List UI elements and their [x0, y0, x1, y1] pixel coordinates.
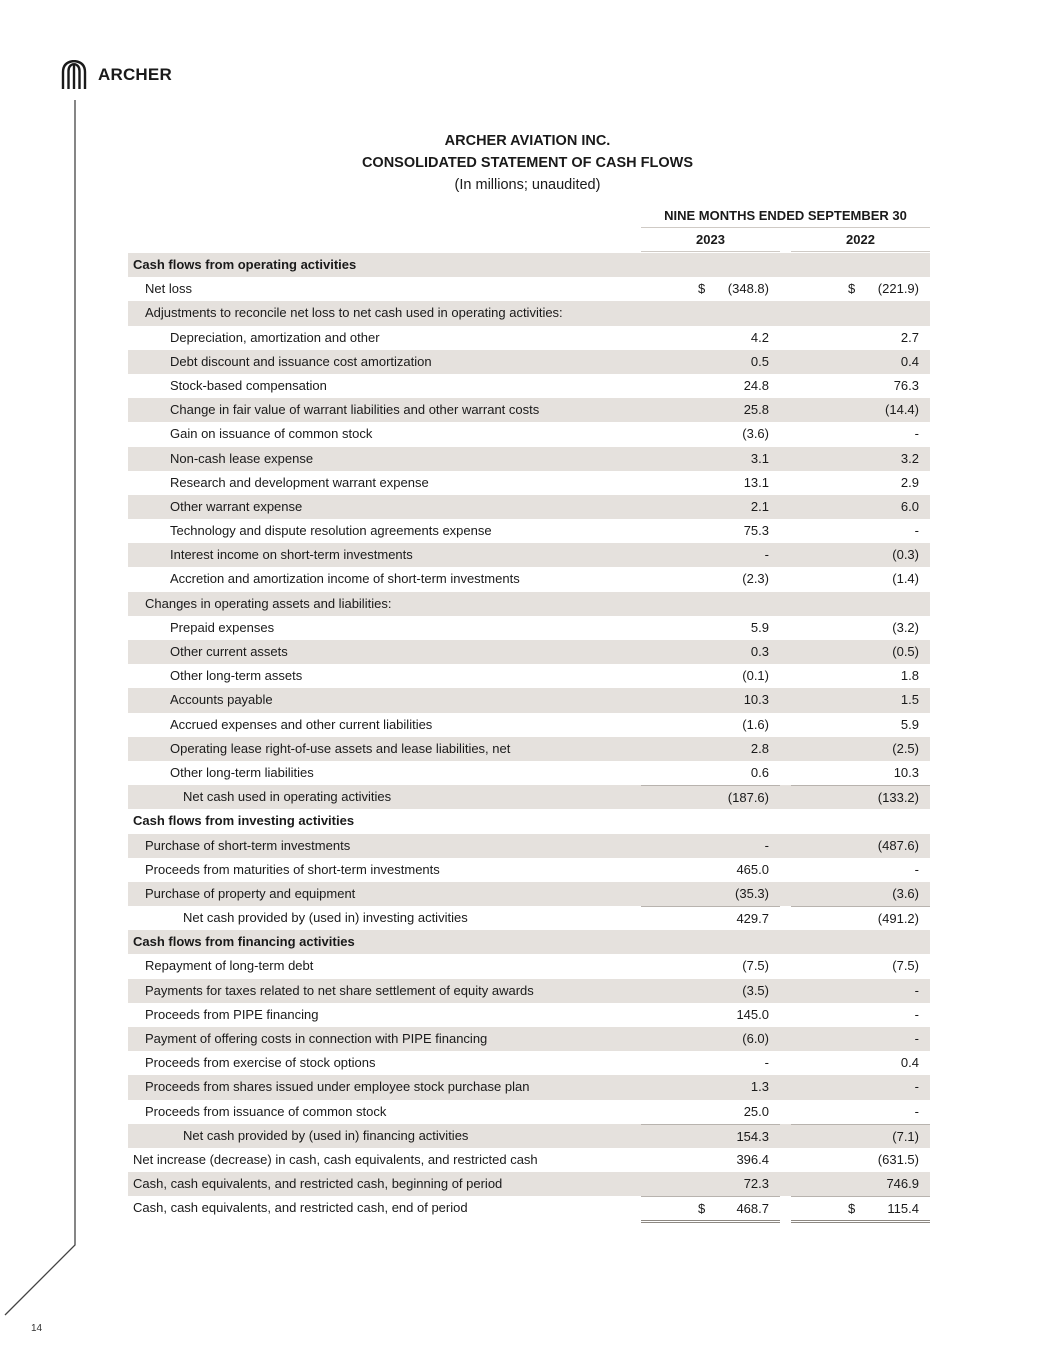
row-label: Payments for taxes related to net share settlement of equity awards	[145, 982, 534, 998]
column-gap	[780, 495, 791, 519]
value-2023: 24.8	[743, 377, 769, 393]
value-2023-cell	[641, 761, 780, 785]
column-gap	[780, 519, 791, 543]
value-2022: -	[914, 1006, 919, 1022]
value-2022: 1.5	[900, 692, 919, 708]
column-gap	[780, 543, 791, 567]
value-2023: -	[764, 837, 769, 853]
table-row	[128, 471, 930, 495]
row-label: Purchase of property and equipment	[145, 885, 356, 901]
year-header-2022: 2022	[791, 229, 930, 252]
table-row	[128, 761, 930, 785]
value-2023-cell	[641, 1051, 780, 1075]
value-2022-cell	[791, 374, 930, 398]
value-2022: (0.3)	[892, 547, 919, 563]
value-2023-cell	[641, 785, 780, 809]
row-label: Operating lease right-of-use assets and lease liabilities, net	[170, 740, 511, 756]
table-row	[128, 785, 930, 809]
column-gap	[780, 277, 791, 301]
table-row	[128, 350, 930, 374]
value-2022: (3.6)	[892, 885, 919, 901]
value-2023-cell	[641, 301, 780, 325]
value-2022: (7.1)	[892, 1128, 919, 1144]
row-label: Gain on issuance of common stock	[170, 426, 373, 442]
value-2023: 396.4	[736, 1151, 769, 1167]
table-row	[128, 567, 930, 591]
row-label: Other warrant expense	[170, 498, 303, 514]
table-row	[128, 374, 930, 398]
row-label: Cash, cash equivalents, and restricted cash, end of period	[133, 1200, 468, 1216]
value-2023-cell	[641, 930, 780, 954]
value-2023-cell	[641, 1172, 780, 1196]
value-2023-cell	[641, 906, 780, 930]
value-2022-cell	[791, 1051, 930, 1075]
currency-symbol: $	[848, 281, 856, 297]
value-2022-cell	[791, 350, 930, 374]
row-label: Other long-term liabilities	[170, 764, 314, 780]
value-2023-cell	[641, 713, 780, 737]
value-2022-cell	[791, 1124, 930, 1148]
value-2023: 0.6	[750, 764, 769, 780]
value-2023-cell	[641, 1100, 780, 1124]
page-number: 14	[31, 1323, 43, 1334]
value-2023-cell	[641, 398, 780, 422]
row-label: Net cash provided by (used in) investing activities	[183, 910, 468, 926]
value-2022: -	[914, 861, 919, 877]
value-2023: -	[764, 1055, 769, 1071]
column-gap	[780, 809, 791, 833]
column-gap	[780, 616, 791, 640]
value-2022: (2.5)	[892, 740, 919, 756]
table-row	[128, 277, 930, 301]
row-label: Debt discount and issuance cost amortization	[170, 353, 432, 369]
table-row	[128, 1075, 930, 1099]
column-gap	[780, 858, 791, 882]
table-row	[128, 592, 930, 616]
value-2023-cell	[641, 1196, 780, 1223]
value-2022-cell	[791, 664, 930, 688]
column-gap	[780, 785, 791, 809]
column-gap	[780, 1051, 791, 1075]
value-2023-cell	[641, 954, 780, 978]
value-2023-cell	[641, 882, 780, 906]
value-2022: 6.0	[900, 498, 919, 514]
value-2023-cell	[641, 979, 780, 1003]
value-2023-cell	[641, 519, 780, 543]
table-row	[128, 422, 930, 446]
row-label: Net cash provided by (used in) financing activities	[183, 1127, 469, 1143]
table-row	[128, 1196, 930, 1220]
value-2023: 4.2	[750, 329, 769, 345]
value-2022-cell	[791, 277, 930, 301]
value-2022: 746.9	[886, 1176, 919, 1192]
row-label: Other current assets	[170, 644, 288, 659]
value-2023-cell	[641, 543, 780, 567]
table-row	[128, 930, 930, 954]
row-label: Net loss	[145, 281, 192, 297]
column-gap	[780, 1100, 791, 1124]
value-2023: (187.6)	[727, 790, 769, 806]
value-2023-cell	[641, 640, 780, 664]
value-2022: 2.7	[900, 329, 919, 345]
value-2023-cell	[641, 422, 780, 446]
value-2022: 0.4	[900, 1055, 919, 1071]
table-row	[128, 1172, 930, 1196]
value-2022-cell	[791, 930, 930, 954]
table-row	[128, 616, 930, 640]
value-2023-cell	[641, 277, 780, 301]
value-2022-cell	[791, 761, 930, 785]
value-2023: 468.7	[736, 1201, 769, 1217]
company-name: ARCHER AVIATION INC.	[444, 133, 611, 149]
column-gap	[780, 664, 791, 688]
value-2022-cell	[791, 954, 930, 978]
value-2022-cell	[791, 519, 930, 543]
value-2023: (3.6)	[742, 426, 769, 442]
value-2022: -	[914, 1103, 919, 1119]
table-row	[128, 906, 930, 930]
value-2022-cell	[791, 301, 930, 325]
currency-symbol: $	[698, 281, 706, 297]
value-2022: 76.3	[893, 377, 919, 393]
value-2023-cell	[641, 374, 780, 398]
column-gap	[780, 1075, 791, 1099]
table-row	[128, 834, 930, 858]
table-row	[128, 543, 930, 567]
brand-name: ARCHER	[98, 65, 172, 84]
statement-title: CONSOLIDATED STATEMENT OF CASH FLOWS	[361, 155, 694, 171]
value-2022: (491.2)	[877, 911, 919, 927]
table-row	[128, 1027, 930, 1051]
column-gap	[780, 592, 791, 616]
table-row	[128, 737, 930, 761]
row-label: Proceeds from maturities of short-term investments	[145, 861, 440, 877]
column-gap	[780, 567, 791, 591]
value-2023: 72.3	[743, 1176, 769, 1192]
column-gap	[780, 713, 791, 737]
row-label: Research and development warrant expense	[170, 474, 429, 490]
column-gap	[780, 834, 791, 858]
value-2022-cell	[791, 495, 930, 519]
row-label: Accrued expenses and other current liabilities	[170, 716, 433, 732]
value-2022-cell	[791, 834, 930, 858]
value-2023: 25.8	[743, 402, 769, 418]
column-gap	[780, 882, 791, 906]
value-2022-cell	[791, 592, 930, 616]
value-2022: 2.9	[900, 474, 919, 490]
value-2023-cell	[641, 1003, 780, 1027]
value-2023: (35.3)	[735, 885, 769, 901]
table-row	[128, 1051, 930, 1075]
row-label: Cash flows from operating activities	[133, 257, 357, 272]
value-2022: (221.9)	[877, 281, 919, 297]
value-2022-cell	[791, 882, 930, 906]
value-2023: 10.3	[743, 692, 769, 708]
archer-logo-icon	[60, 60, 88, 90]
value-2023: -	[764, 547, 769, 563]
column-gap	[780, 640, 791, 664]
value-2023: (1.6)	[742, 716, 769, 732]
value-2023-cell	[641, 1075, 780, 1099]
row-label: Cash, cash equivalents, and restricted cash, beginning of period	[133, 1176, 503, 1192]
column-gap	[780, 326, 791, 350]
statement-header	[0, 130, 1055, 196]
value-2023: (348.8)	[727, 281, 769, 297]
value-2022: -	[914, 426, 919, 442]
value-2022-cell	[791, 1027, 930, 1051]
value-2023-cell	[641, 664, 780, 688]
row-label: Change in fair value of warrant liabilities and other warrant costs	[170, 402, 540, 418]
row-label: Prepaid expenses	[170, 619, 275, 635]
value-2023: 5.9	[750, 619, 769, 635]
statement-units: (In millions; unaudited)	[454, 177, 601, 193]
column-gap	[780, 398, 791, 422]
value-2022-cell	[791, 398, 930, 422]
row-label: Proceeds from issuance of common stock	[145, 1103, 387, 1119]
value-2022-cell	[791, 809, 930, 833]
column-gap	[780, 1148, 791, 1172]
row-label: Accounts payable	[170, 692, 273, 708]
value-2023-cell	[641, 809, 780, 833]
value-2022-cell	[791, 1196, 930, 1223]
table-row	[128, 954, 930, 978]
column-gap	[780, 1172, 791, 1196]
value-2023-cell	[641, 1124, 780, 1148]
value-2023: 3.1	[750, 450, 769, 466]
value-2022-cell	[791, 422, 930, 446]
table-row	[128, 253, 930, 277]
value-2022: (631.5)	[877, 1151, 919, 1167]
table-row	[128, 1124, 930, 1148]
column-gap	[780, 1003, 791, 1027]
value-2022-cell	[791, 906, 930, 930]
value-2022-cell	[791, 1172, 930, 1196]
column-gap	[780, 1196, 791, 1220]
value-2022: (3.2)	[892, 619, 919, 635]
column-gap	[780, 447, 791, 471]
value-2023: 2.1	[750, 498, 769, 514]
value-2023-cell	[641, 350, 780, 374]
table-row	[128, 713, 930, 737]
value-2022: (14.4)	[885, 402, 919, 418]
value-2023: 13.1	[743, 474, 769, 490]
table-row	[128, 398, 930, 422]
value-2023-cell	[641, 1027, 780, 1051]
row-label: Other long-term assets	[170, 668, 303, 684]
value-2022-cell	[791, 713, 930, 737]
value-2023: 154.3	[736, 1128, 769, 1144]
value-2023-cell	[641, 253, 780, 277]
row-label: Payment of offering costs in connection with PIPE financing	[145, 1031, 488, 1046]
value-2023-cell	[641, 592, 780, 616]
table-row	[128, 882, 930, 906]
value-2022: -	[914, 1079, 919, 1095]
value-2022: 3.2	[900, 450, 919, 466]
column-gap	[780, 979, 791, 1003]
value-2022-cell	[791, 640, 930, 664]
value-2022-cell	[791, 471, 930, 495]
table-row	[128, 809, 930, 833]
value-2022-cell	[791, 785, 930, 809]
value-2023-cell	[641, 688, 780, 712]
archer-logo	[60, 60, 172, 90]
value-2023: 2.8	[750, 740, 769, 756]
column-gap	[780, 954, 791, 978]
row-label: Changes in operating assets and liabilities:	[145, 595, 392, 611]
value-2023-cell	[641, 834, 780, 858]
value-2022: (7.5)	[892, 958, 919, 974]
period-header: NINE MONTHS ENDED SEPTEMBER 30	[641, 205, 930, 228]
value-2022-cell	[791, 1100, 930, 1124]
value-2022: (0.5)	[892, 644, 919, 659]
year-header-2023: 2023	[641, 229, 780, 252]
row-label: Technology and dispute resolution agreements expense	[170, 523, 492, 539]
column-gap	[780, 761, 791, 785]
table-row	[128, 1148, 930, 1172]
row-label: Cash flows from financing activities	[133, 934, 355, 950]
value-2022-cell	[791, 567, 930, 591]
value-2023-cell	[641, 447, 780, 471]
value-2022-cell	[791, 447, 930, 471]
column-gap	[780, 930, 791, 954]
column-gap	[780, 471, 791, 495]
side-border-line	[0, 0, 90, 1365]
value-2022: 1.8	[900, 668, 919, 684]
row-label: Depreciation, amortization and other	[170, 329, 380, 345]
table-row	[128, 495, 930, 519]
table-row	[128, 447, 930, 471]
value-2022-cell	[791, 737, 930, 761]
value-2023-cell	[641, 858, 780, 882]
value-2023: 0.5	[750, 353, 769, 369]
table-row	[128, 519, 930, 543]
row-label: Non-cash lease expense	[170, 450, 314, 466]
value-2023-cell	[641, 495, 780, 519]
value-2022-cell	[791, 253, 930, 277]
row-label: Net increase (decrease) in cash, cash equivalents, and restricted cash	[133, 1151, 538, 1167]
table-row	[128, 979, 930, 1003]
value-2023: (6.0)	[742, 1031, 769, 1046]
table-row	[128, 1100, 930, 1124]
value-2022-cell	[791, 979, 930, 1003]
value-2023-cell	[641, 616, 780, 640]
value-2023: 0.3	[750, 644, 769, 659]
row-label: Purchase of short-term investments	[145, 837, 351, 853]
value-2023-cell	[641, 326, 780, 350]
currency-symbol: $	[698, 1201, 706, 1217]
cash-flow-table	[128, 253, 930, 1221]
value-2022: (487.6)	[877, 837, 919, 853]
column-gap	[780, 374, 791, 398]
value-2022-cell	[791, 1003, 930, 1027]
value-2023: (0.1)	[742, 668, 769, 684]
value-2022-cell	[791, 688, 930, 712]
value-2023: 465.0	[736, 861, 769, 877]
row-label: Accretion and amortization income of short-term investments	[170, 571, 520, 587]
value-2023: 75.3	[743, 523, 769, 539]
column-gap	[780, 422, 791, 446]
row-label: Interest income on short-term investments	[170, 547, 413, 563]
value-2022: 10.3	[893, 764, 919, 780]
row-label: Adjustments to reconcile net loss to net cash used in operating activities:	[145, 305, 563, 321]
table-row	[128, 640, 930, 664]
row-label: Net cash used in operating activities	[183, 789, 392, 805]
value-2022: -	[914, 523, 919, 539]
column-gap	[780, 688, 791, 712]
value-2022: 0.4	[900, 353, 919, 369]
column-gap	[780, 1124, 791, 1148]
value-2022: -	[914, 1031, 919, 1046]
value-2022: -	[914, 982, 919, 998]
value-2023: 1.3	[750, 1079, 769, 1095]
row-label: Proceeds from shares issued under employee stock purchase plan	[145, 1079, 530, 1095]
value-2022-cell	[791, 1148, 930, 1172]
value-2023-cell	[641, 471, 780, 495]
table-row	[128, 664, 930, 688]
value-2023-cell	[641, 567, 780, 591]
value-2022-cell	[791, 1075, 930, 1099]
table-row	[128, 301, 930, 325]
table-row	[128, 1003, 930, 1027]
value-2022-cell	[791, 326, 930, 350]
value-2022-cell	[791, 858, 930, 882]
value-2023: (7.5)	[742, 958, 769, 974]
table-row	[128, 858, 930, 882]
table-row	[128, 326, 930, 350]
value-2023: (2.3)	[742, 571, 769, 587]
table-row	[128, 688, 930, 712]
value-2022-cell	[791, 616, 930, 640]
column-gap	[780, 1027, 791, 1051]
value-2022-cell	[791, 543, 930, 567]
value-2023: (3.5)	[742, 982, 769, 998]
value-2023: 429.7	[736, 911, 769, 927]
column-gap	[780, 906, 791, 930]
value-2023-cell	[641, 1148, 780, 1172]
value-2023: 145.0	[736, 1006, 769, 1022]
column-gap	[780, 350, 791, 374]
row-label: Stock-based compensation	[170, 377, 327, 393]
value-2022: (1.4)	[892, 571, 919, 587]
column-gap	[780, 253, 791, 277]
column-gap	[780, 301, 791, 325]
row-label: Cash flows from investing activities	[133, 813, 355, 829]
row-label: Proceeds from exercise of stock options	[145, 1055, 376, 1071]
value-2022: 5.9	[900, 716, 919, 732]
row-label: Proceeds from PIPE financing	[145, 1006, 319, 1022]
value-2022: (133.2)	[877, 790, 919, 806]
value-2022: 115.4	[887, 1201, 919, 1217]
row-label: Repayment of long-term debt	[145, 958, 314, 974]
column-gap	[780, 737, 791, 761]
currency-symbol: $	[848, 1201, 856, 1217]
value-2023-cell	[641, 737, 780, 761]
value-2023: 25.0	[743, 1103, 769, 1119]
